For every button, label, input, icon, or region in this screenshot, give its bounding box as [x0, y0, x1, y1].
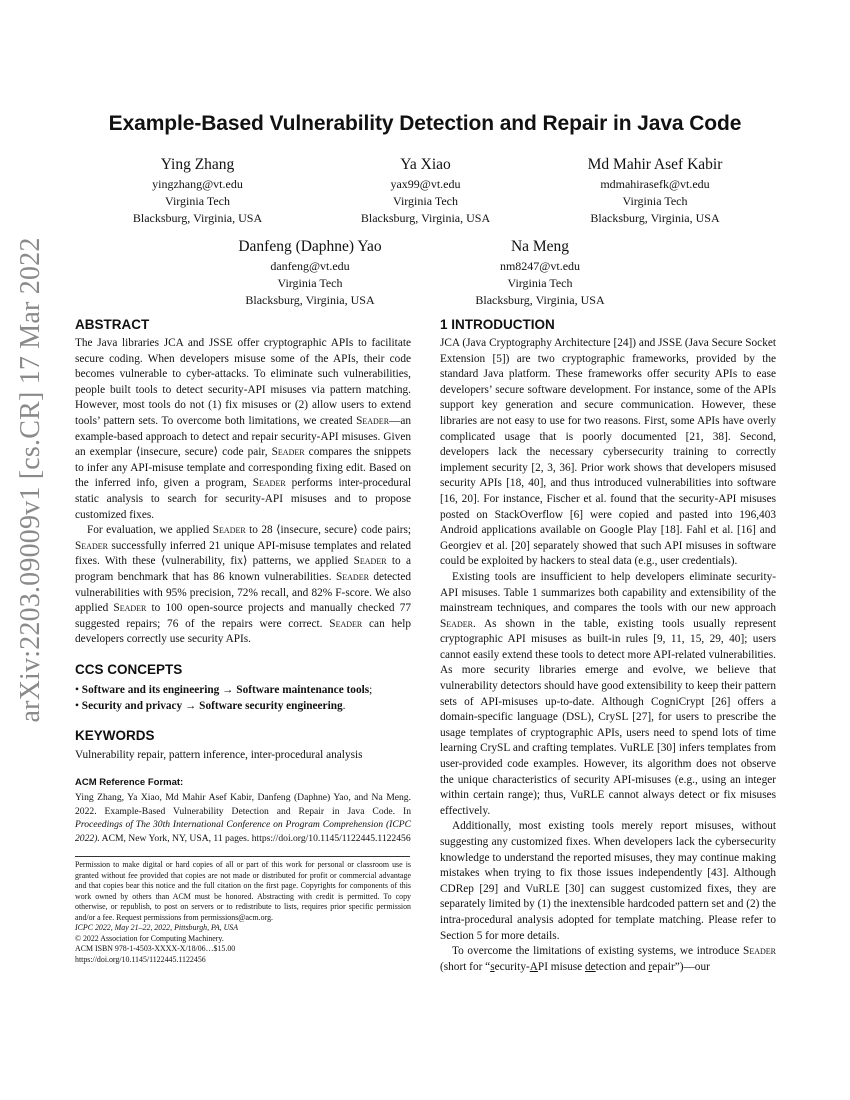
- author-email: mdmahirasefk@vt.edu: [600, 177, 710, 191]
- author-block: [110, 154, 285, 227]
- author-block: [220, 236, 400, 309]
- abstract-paragraph-1: The Java libraries JCA and JSSE offer cryptographic APIs to facilitate secure coding. When developers misuse some of the APIs, their code becomes vulnerable to cyber-attacks. To eliminate such vulnerabilities, people built tools to detect security-API misuses via pattern matching. However, most tools do not (1) fix misuses or (2) allow users to extend tools’ pattern sets. To overcome both limitations, we created Seader—an example-based approach to detect and repair security-API misuses. Given an exemplar ⟨insecure, secure⟩ code pair, Seader compares the snippets to infer any API-misuse template and corresponding fixing edit. Based on the inferred info, given a program, Seader performs inter-procedural static analysis to search for security-API misuses and to propose customized fixes.: [75, 337, 411, 521]
- keywords-text: Vulnerability repair, pattern inference, inter-procedural analysis: [75, 748, 363, 761]
- author-affiliation: Virginia Tech: [393, 194, 458, 208]
- intro-paragraph-1: JCA (Java Cryptography Architecture [24]) and JSSE (Java Secure Socket Extension [5]) are two cryptographic frameworks, provided by the standard Java platform. These frameworks offer security APIs to ease developers’ secure software development. For instance, some of the APIs support key generation and secure communication. However, these libraries are not easy to use for two reasons. First, some APIs have overly complicated usage that is poorly documented [21, 38]. Second, developers lack the necessary cybersecurity training to correctly implement security [2, 3, 36]. Prior work shows that developers misused security APIs [18, 40], and thus introduced vulnerabilities into software [16, 20]. For instance, Fischer et al. found that the security-API misuses posted on StackOverflow [6] were copied and pasted into 196,403 Android applications available on Google Play [18]. Fahl et al. [16] and Georgiev et al. [20] separately showed that such API misuses in software could be exploited by hackers to steal data (e.g., user credentials).: [440, 337, 776, 568]
- author-location: Blacksburg, Virginia, USA: [245, 293, 375, 307]
- right-column: [440, 316, 776, 975]
- isbn-line: ACM ISBN 978-1-4503-XXXX-X/18/06…$15.00: [75, 944, 236, 953]
- intro-paragraph-2: Existing tools are insufficient to help developers eliminate security-API misuses. Table 1 summarizes both capability and extensibility of the mainstream techniques, and compares the tools with our new approach Seader. As shown in the table, existing tools usually represent cryptographic API misuses as built-in rules [9, 11, 15, 29, 40]; users cannot easily extend these tools to detect more API-related vulnerabilities. As more security libraries emerge and evolve, we believe that vulnerability detectors should have good extensibility to keep their pattern sets of API-misuses up-to-date. Although CogniCrypt [26] offers a domain-specific language (DSL), CrySL [27], for users to prescribe the usage templates of cryptographic APIs, users need to spend lots of time learning CrySL and crafting templates. VuRLE [30] infers templates from user-provided code examples. However, its algorithm does not observe the unique characteristics of security API-misuses (e.g., using an integer within certain range); thus, VuRLE cannot always detect or fix misuses effectively.: [440, 570, 776, 817]
- keywords-heading: KEYWORDS: [75, 727, 155, 743]
- author-block: [338, 154, 513, 227]
- abstract-paragraph-2: For evaluation, we applied Seader to 28 ⟨insecure, secure⟩ code pairs; Seader successfully inferred 21 unique API-misuse templates and related fixes. With these ⟨vulnerability, fix⟩ patterns, we applied Seader to a program benchmark that has 86 known vulnerabilities. Seader detected vulnerabilities with 95% precision, 72% recall, and 82% F-score. We also applied Seader to 100 open-source projects and manually checked 77 suggested repairs; 76 of the repairs were correct. Seader can help developers correctly use security APIs.: [75, 524, 411, 646]
- arxiv-sidebar: [8, 237, 54, 723]
- author-name: Ya Xiao: [400, 156, 451, 173]
- abstract-heading: ABSTRACT: [75, 317, 150, 332]
- author-affiliation: Virginia Tech: [277, 276, 343, 290]
- ccs-concept-2: • Security and privacy → Software security engineering.: [75, 699, 346, 712]
- acm-reference-text: Ying Zhang, Ya Xiao, Md Mahir Asef Kabir, Danfeng (Daphne) Yao, and Na Meng. 2022. Example-Based Vulnerability Detection and Repair in Java Code. In Proceedings of The 30th International Conference on Program Comprehension (ICPC 2022). ACM, New York, NY, USA, 11 pages. https://doi.org/10.1145/1122445.1122456: [75, 792, 411, 844]
- author-affiliation: Virginia Tech: [165, 194, 230, 208]
- author-block: [560, 154, 750, 227]
- author-location: Blacksburg, Virginia, USA: [475, 293, 605, 307]
- author-name: Na Meng: [510, 238, 570, 255]
- permission-notice: Permission to make digital or hard copies of all or part of this work for personal or classroom use is granted without fee provided that copies are not made or distributed for profit or commercial advantage and that copies bear this notice and the full citation on the first page. Copyrights for components of this work owned by others than ACM must be honored. Abstracting with credit is permitted. To copy otherwise, or republish, to post on servers or to redistribute to lists, requires prior specific permission and/or a fee. Request permissions from permissions@acm.org.: [75, 860, 411, 922]
- author-block: [450, 236, 630, 309]
- conference-info: ICPC 2022, May 21–22, 2022, Pittsburgh, PA, USA: [75, 923, 239, 932]
- author-email: nm8247@vt.edu: [499, 259, 581, 273]
- author-name: Md Mahir Asef Kabir: [587, 156, 723, 173]
- author-location: Blacksburg, Virginia, USA: [132, 211, 263, 225]
- arxiv-identifier: arXiv:2203.09009v1 [cs.CR] 17 Mar 2022: [15, 237, 46, 723]
- ccs-concept-1: • Software and its engineering → Software maintenance tools;: [75, 683, 373, 696]
- footnote-block: [75, 860, 411, 965]
- intro-paragraph-4: To overcome the limitations of existing systems, we introduce Seader (short for “security-API misuse detection and repair”)—our: [440, 945, 776, 973]
- footnote-divider: [75, 856, 410, 857]
- doi-link[interactable]: https://doi.org/10.1145/1122445.1122456: [75, 954, 206, 964]
- copyright-line: © 2022 Association for Computing Machinery.: [75, 933, 224, 943]
- paper-title: Example-Based Vulnerability Detection and Repair in Java Code: [108, 112, 742, 135]
- author-email: yax99@vt.edu: [390, 177, 461, 191]
- author-location: Blacksburg, Virginia, USA: [590, 211, 720, 225]
- acm-reference-heading: ACM Reference Format:: [75, 777, 184, 789]
- author-name: Ying Zhang: [160, 156, 235, 173]
- author-affiliation: Virginia Tech: [622, 194, 688, 208]
- author-name: Danfeng (Daphne) Yao: [238, 238, 382, 255]
- author-affiliation: Virginia Tech: [507, 276, 573, 290]
- ccs-heading: CCS CONCEPTS: [75, 661, 183, 677]
- left-column: [75, 316, 411, 845]
- author-email: danfeng@vt.edu: [270, 259, 350, 273]
- intro-paragraph-3: Additionally, most existing tools merely report misuses, without suggesting any customized fixes. When developers lack the cybersecurity knowledge to understand the reported misuses, they may continue making mistakes when trying to fix those issues independently [43]. Although CDRep [29] and VuRLE [30] can suggest customized fixes, they are separately limited by (1) the inextensible hardcoded pattern set and (2) the intra-procedural analysis adopted for template matching. Please refer to Section 5 for more details.: [440, 820, 776, 942]
- introduction-heading: 1 INTRODUCTION: [440, 317, 555, 332]
- author-email: yingzhang@vt.edu: [152, 177, 243, 191]
- author-location: Blacksburg, Virginia, USA: [360, 211, 491, 225]
